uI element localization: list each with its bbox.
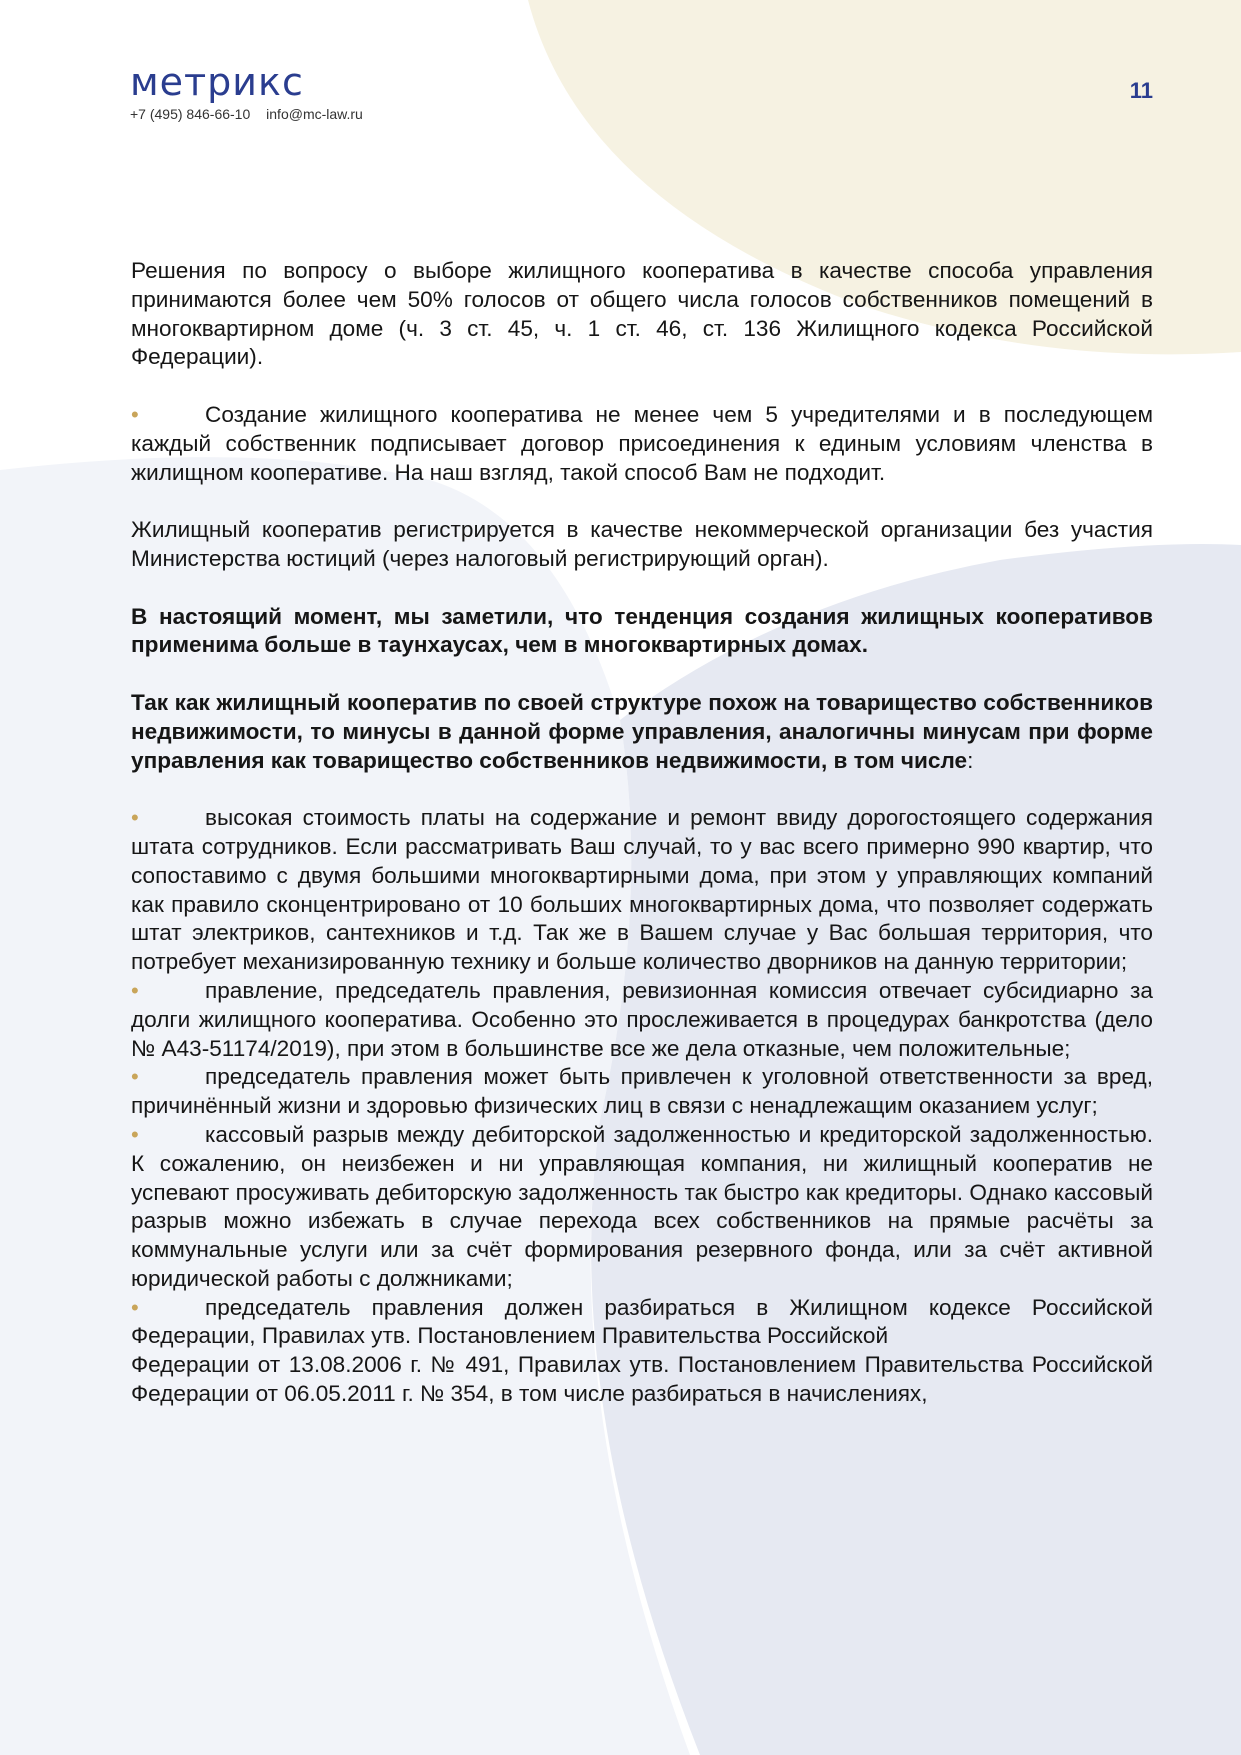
bullet-icon: • xyxy=(131,401,139,427)
list-item-continuation: Федерации от 13.08.2006 г. № 491, Правилах утв. Постановлением Правительства Российской Федерации от 06.05.2011 г. № 354, в том числе разбираться в начислениях, xyxy=(131,1352,1153,1407)
header xyxy=(130,62,363,122)
list-item-text: правление, председатель правления, ревизионная комиссия отвечает субсидиарно за долги жилищного кооператива. Особенно это прослеживается в процедурах банкротства (дело № А43-51174/2019), при этом в большинстве все же дела отказные, чем положительные; xyxy=(131,977,1153,1061)
bullet-icon: • xyxy=(131,1121,139,1147)
paragraph-trend: В настоящий момент, мы заметили, что тенденция создания жилищных кооперативов применима больше в таунхаусах, чем в многоквартирных домах. xyxy=(131,603,1153,658)
bullet-icon: • xyxy=(131,805,139,831)
minuses-intro-colon: : xyxy=(967,747,974,773)
list-item xyxy=(131,1063,1153,1121)
document-body xyxy=(131,257,1153,1409)
list-item xyxy=(131,804,1153,977)
list-item-text: высокая стоимость платы на содержание и ремонт ввиду дорогостоящего содержания штата сотрудников. Если рассматривать Ваш случай, то у вас всего примерно 990 квартир, что сопоставимо с двумя большими многоквартирными дома, при этом у управляющих компаний как правило сконцентрировано от 10 больших многоквартирных дома, что позволяет содержать штат электриков, сантехников и т.д. Так же в Вашем случае у Вас большая территория, что потребует механизированную технику и больше количество дворников на данную территории; xyxy=(131,805,1153,975)
page-number: 11 xyxy=(1129,78,1153,103)
list-item-text: председатель правления должен разбираться в Жилищном кодексе Российской Федерации, Правилах утв. Постановлением Правительства Российской xyxy=(131,1294,1153,1349)
list-item xyxy=(131,977,1153,1063)
bullet-icon: • xyxy=(131,1064,139,1090)
contacts xyxy=(130,106,363,122)
paragraph-decision-votes: Решения по вопросу о выборе жилищного кооператива в качестве способа управления принимаются более чем 50% голосов от общего числа голосов собственников помещений в многоквартирном доме (ч. 3 ст. 45, ч. 1 ст. 46, ст. 136 Жилищного кодекса Российской Федерации). xyxy=(131,258,1153,370)
bullet-icon: • xyxy=(131,1294,139,1320)
email-address: info@mc-law.ru xyxy=(266,106,363,122)
bullet-text: Создание жилищного кооператива не менее чем 5 учредителями и в последующем каждый собственник подписывает договор присоединения к единым условиям членства в жилищном кооперативе. На наш взгляд, такой способ Вам не подходит. xyxy=(131,401,1153,485)
minuses-intro-text: Так как жилищный кооператив по своей структуре похож на товарищество собственников недвижимости, то минусы в данной форме управления, аналогичны минусам при форме управления как товарищество собственников недвижимости, в том числе xyxy=(131,689,1153,773)
list-item-text: председатель правления может быть привлечен к уголовной ответственности за вред, причинённый жизни и здоровью физических лиц в связи с ненадлежащим оказанием услуг; xyxy=(131,1064,1153,1119)
bullet-founding-cooperative xyxy=(131,401,1153,487)
bullet-icon: • xyxy=(131,977,139,1003)
phone-number: +7 (495) 846-66-10 xyxy=(130,106,251,122)
list-item-text: кассовый разрыв между дебиторской задолженностью и кредиторской задолженностью. К сожалению, он неизбежен и ни управляющая компания, ни жилищный кооператив не успевают просуживать дебиторскую задолженность так быстро как кредиторы. Однако кассовый разрыв можно избежать в случае перехода всех собственников на прямые расчёты за коммунальные услуги или за счёт формирования резервного фонда, или за счёт активной юридической работы с должниками; xyxy=(131,1121,1153,1291)
list-item xyxy=(131,1121,1153,1294)
paragraph-minuses-intro xyxy=(131,689,1153,775)
list-item xyxy=(131,1294,1153,1352)
paragraph-registration: Жилищный кооператив регистрируется в качестве некоммерческой организации без участия Министерства юстиций (через налоговый регистрирующий орган). xyxy=(131,517,1153,571)
logo: метрикс xyxy=(130,60,304,104)
